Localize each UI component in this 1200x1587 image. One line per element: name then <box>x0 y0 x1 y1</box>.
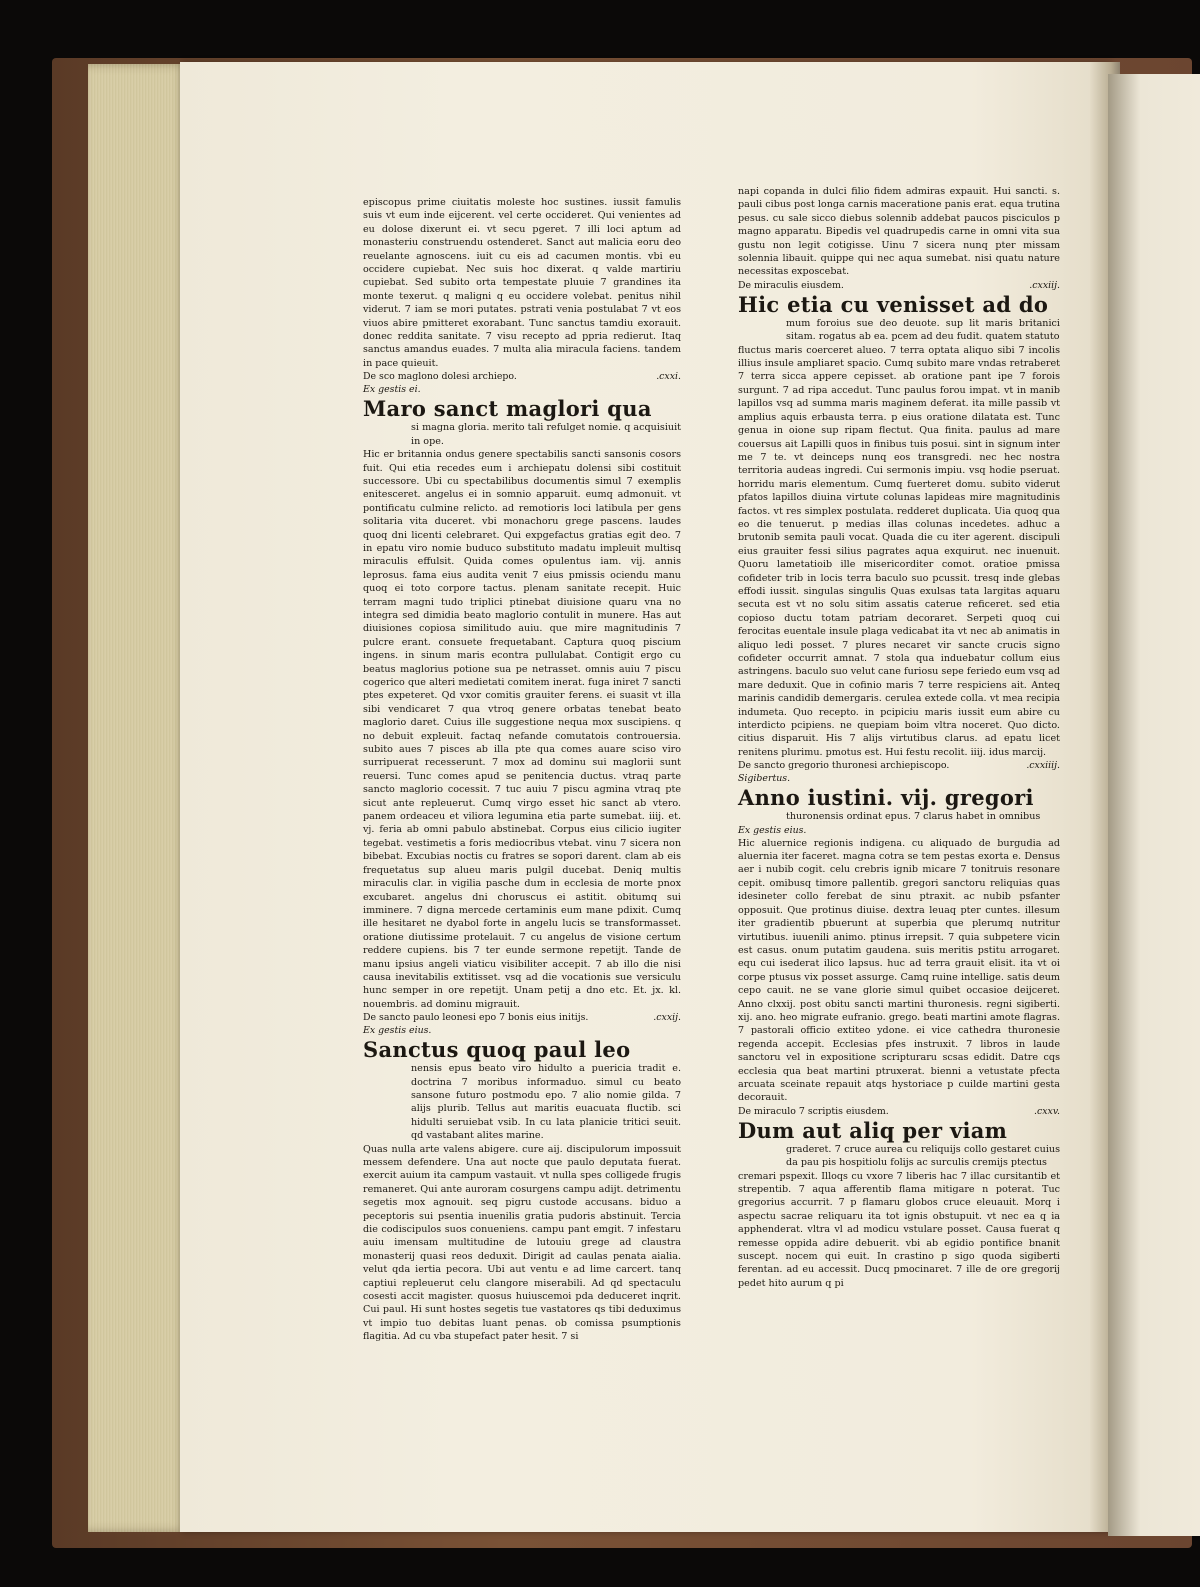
source-note: Sigibertus. <box>738 773 791 785</box>
chapter-heading: Dum aut aliq per viam <box>738 1117 1008 1143</box>
chapter-rubric <box>738 1105 1060 1118</box>
chapter-heading: Anno iustini. vij. gregori <box>738 785 1034 811</box>
chapter-number: .cxxiiij. <box>1026 760 1060 772</box>
chapter-heading: Hic etia cu venisset ad do <box>738 291 1049 317</box>
paragraph: napi copanda in dulci filio fidem admiras expauit. Hui sancti. s. pauli cibus post longa carnis maceratione panis erat. equa trutina pesus. cu sale sicco diebus solennib addebat paucos pisciculos p magno apparatu. Bipedis vel quadrupedis carne in omni vita sua gustu non legit cotigisse. Uinu 7 sicera nunq pter missam solennia libauit. quippe qui nec aqua sumebat. nisi quatu nature necessitas exposcebat. <box>738 186 1060 278</box>
paragraph: si magna gloria. merito tali refulget nomie. q acquisiuit in ope. <box>411 422 681 447</box>
chapter-number: .cxxij. <box>653 1012 681 1024</box>
rubric-title: De sco maglono dolesi archiepo. <box>363 371 517 383</box>
paragraph: Hic aluernice regionis indigena. cu aliquado de burgudia ad aluernia iter faceret. magna cotra se tem pestas exorta e. Densus aer i nubib cogit. celu crebris ignib micare 7 tonitruis resonare cepit. omibusq timore pallentib. gregori sanctoru reliquias quas idesineter collo ferebat de sinu ptraxit. ac nubib psfanter opposuit. Que protinus diuise. dextra leuaq pter cuntes. illesum iter gradientib pbuerunt at superbia que plerumq nutritur virtutibus. iuuenili animo. ptinus irrepsit. 7 quia subpetere vicin est casus. onum putatim gaudena. suis meritis pstitu arrogaret. equ cui isederat ilico lapsus. huc ad terra grauit elisit. ita vt oi corpe ptusus vix posset assurge. Camq ruine intellige. satis deum cepo cauit. ne se vane glorie simul quibet occasioe deijceret. Anno clxxij. post obitu sancti martini thuronesis. regni sigiberti. xij. ano. heo migrate eufranio. grego. beati martini amote flagras. 7 pastorali officio extiteo ydone. ei vice cathedra thuronesie regenda accepit. Ecclesias pfes instruxit. 7 libros in laude sanctoru vel in expositione scripturaru scsas edidit. Datre cqs ecclesia qua beat martini ptruxerat. bienni a vetustate pfecta arcuata sceinate repauit atqs hystoriace p cuilde martini gesta decorauit. <box>738 837 1060 1104</box>
source-note: Ex gestis eius. <box>363 1025 432 1037</box>
paragraph: graderet. 7 cruce aurea cu reliquijs collo gestaret cuius da pau pis hospitiolu folijs ac surculis cremijs ptectus <box>786 1143 1060 1169</box>
chapter-heading: Sanctus quoq paul leo <box>363 1037 631 1063</box>
source-note: Ex gestis eius. <box>738 824 807 836</box>
paragraph: nensis epus beato viro hidulto a puericia tradit e. doctrina 7 moribus informaduo. simul cu beato sansone futuro postmodu epo. 7 alio nomie gilda. 7 alijs plurib. Tellus aut maritis euacuata fluctib. sci hidulti seruiebat vsib. In cu lata planicie tritici seuit. qd vastabant alites marine. <box>411 1063 681 1142</box>
page-edges <box>88 64 188 1532</box>
chapter-rubric <box>363 370 681 383</box>
chapter-number: .cxxiij. <box>1029 279 1060 291</box>
paragraph: Hic er britannia ondus genere spectabilis sancti sansonis cosors fuit. Qui etia recedes eum i archiepatu dolensi sibi costituit successore. Ubi cu spectabilibus documentis simul 7 exemplis enitesceret. angelus ei in somnio apparuit. eumq admonuit. vt pontificatu culmine relicto. ad remotioris loci latibula per gens solitaria vita duceret. vbi monachoru grege pascens. laudes quoq dni licenti celebraret. Qui expgefactus gratias egit deo. 7 in epatu viro nomie buduco substituto madatu impleuit multisq miraculis effulsit. Quida comes opulentus iam. vij. annis leprosus. fama eius audita venit 7 eius pmissis ociendu manu quoq ei toto corpore tactus. plenam sanitate recepit. Huic terram magni tudo triplici ptinebat diuisione quaru vna no integra sed dimidia beato maglorio contulit in munere. Has aut diuisiones copiosa similitudo auiu. que mire magnitudinis 7 pulcre erant. consuete frequetabant. Captura quoq piscium ingens. in sinum maris econtra pullulabat. Contigit ergo cu beatus maglorius potione sua pe netrasset. omnis auiu 7 piscu cogerico que alteri medietati comitem inerat. fuga iniret 7 sancti ptes expeteret. Qd vxor comitis grauiter ferens. ei suasit vt illa sibi vendicaret 7 qua vtroq genere orbatas tenebat beato maglorio daret. Cuius ille suggestione nequa mox suscipiens. q no debuit expleuit. factaq nefande comutatois controuersia. subito aues 7 pisces ab illa pte qua comes auare sciso viro surripuerat recesserunt. 7 mox ad dominu sui maglorii sunt reuersi. Tunc comes apud se penitencia ductus. vtraq parte sancto maglorio cocessit. 7 tuc auiu 7 piscu agmina vtraq pte sicut ante repleuerut. Cumq virgo esset hic sanct ab vtero. panem ordeaceu et viliora legumina etia parte sumebat. iiij. et. vj. feria ab omni pabulo abstinebat. Corpus eius cilicio iugiter tegebat. vestimetis a foris mediocribus vtebat. vinu 7 sicera non bibebat. Excubias noctis cu fratres se sopori darent. clam ab eis frequetatus sup alueu maris pulgil ducebat. Deniq multis miraculis clar. in vigilia pasche dum in ecclesia de morte pnox excubaret. angelus dni choruscus ei astitit. obitumq sui imminere. 7 digna mercede certaminis eum mane pdixit. Cumq ille hesitaret ne dyabol forte in angelu lucis se transformasset. oratione diutissime protelauit. 7 cu angelus de visione certum reddere cupiens. bis 7 ter eunde sermone repetijt. Tande de manu ipsius angeli viaticu visibiliter accepit. 7 ab illo die nisi causa inevitabilis extitisset. vsq ad die vocationis sue versiculu hunc semper in ore repetijt. Unam petij a dno etc. Et. jx. kl. nouembris. ad dominu migrauit. <box>363 449 681 1010</box>
chapter-number: .cxxv. <box>1034 1105 1060 1117</box>
chapter-rubric <box>363 1011 681 1024</box>
chapter-rubric <box>738 279 1060 292</box>
paragraph: Quas nulla arte valens abigere. cure aij. discipulorum impossuit messem defendere. Una aut nocte que paulo deputata fuerat. exercit auium ita campum vastauit. vt nulla spes colligede frugis remaneret. Qui ante auroram cosurgens campu adijt. detrimentu segetis mox agnouit. seq pigru custode accusans. biduo a peceptoris sui psentia inuenilis gratia pudoris abstinuit. Tercia die codiscipulos suos conueniens. campu pant emgit. 7 infestaru auiu imensam multitudine de lutouiu grege ad claustra monasterij quasi reos deduxit. Dirigit ad caulas penata aialia. velut qda iertia pecora. Ubi aut ventu e ad lime carcert. tanq captiui repleuerut celu clangore miserabili. Ad qd spectaculu cosesti accit magister. quosus huiuscemoi pda deduceret inqrit. Cui paul. Hi sunt hostes segetis tue vastatores qs tibi deduximus vt impio tuo debitas luant penas. ob comissa psumptionis flagitia. Ad cu vba stupefact pater hesit. 7 si <box>363 1143 681 1343</box>
rubric-title: De miraculo 7 scriptis eiusdem. <box>738 1105 889 1117</box>
facing-page-edge <box>1108 74 1200 1536</box>
rubric-title: De miraculis eiusdem. <box>738 279 844 291</box>
right-text-column <box>738 185 1060 1289</box>
chapter-rubric <box>738 759 1060 772</box>
rubric-title: De sancto paulo leonesi epo 7 bonis eius initijs. <box>363 1012 589 1024</box>
paragraph: episcopus prime ciuitatis moleste hoc sustines. iussit famulis suis vt eum inde eijcerent. vel certe occideret. Qui venientes ad eu dolose dixerunt ei. vt secu pgeret. 7 illi loci aptum ad monasteriu construendu ostenderet. Sanct aut malicia eoru deo reuelante agnoscens. iuit cu eis ad cacumen montis. vbi eu occidere cupiebat. Nec suis hoc dixerat. q valde martiriu cupiebat. Sed subito orta tempestate pluuie 7 grandines ita monte texerut. q maligni q eu occidere volebat. penitus nihil viderut. 7 iam se mori putates. pstrati venia postulabat 7 vt eos viuos abire pmitteret exorabant. Tunc sanctus tamdiu exorauit. donec reddita sanitate. 7 visu recepto ad ppria redierut. Itaq sanctus amandus euades. 7 multa alia miracula faciens. tandem in pace quieuit. <box>363 197 681 369</box>
paragraph: mum foroius sue deo deuote. sup lit maris britanici sitam. rogatus ab ea. pcem ad deu fudit. quatem statuto <box>786 317 1060 343</box>
paragraph: thuronensis ordinat epus. 7 clarus habet in omnibus <box>786 811 1041 823</box>
source-note: Ex gestis ei. <box>363 384 421 396</box>
chapter-number: .cxxi. <box>656 371 681 383</box>
chapter-heading: Maro sanct maglori qua <box>363 396 652 422</box>
rubric-title: De sancto gregorio thuronesi archiepiscopo. <box>738 760 950 772</box>
paragraph: fluctus maris coerceret alueo. 7 terra optata aliquo sibi 7 incolis illius insule ampliaret spacio. Cumq subito mare vndas retraberet 7 terra sicca appere cepisset. ab oratione pant ipe 7 forois surgunt. 7 ad ripa accedut. Tunc paulus forou impat. vt in manib lapillos vsq ad summa maris maginem deferat. ita mille passib vt amplius aquis erbausta terra. p eius oratione dilatata est. Tunc genua in oione sup ripam flectut. Qua finita. paulus ad mare couersus ait Lapilli quos in finibus tuis posui. sint in signum inter me 7 te. vt deinceps nunq eos transgredi. nec hec nostra territoria audeas ingredi. Cui sermonis impiu. vsq hodie pseruat. horridu maris elementum. Cumq fuerteret domu. subito viderut pfatos lapillos diuina virtute colunas lapideas mire magnitudinis factos. vt res simplex postulata. redderet duplicata. Uia quoq qua eo die tenuerut. p medias illas colunas incedetes. adhuc a brutonib semita pauli vocat. Quada die cu iter agerent. discipuli eius grauiter fessi silius pagrates aqua exquirut. nec inuenuit. Quoru lametatioib ille misericorditer comot. oratioe pmissa cofideter trib in locis terra baculo suo pcussit. tresq inde glebas effodi iussit. singulas singulis Quas exulsas tata largitas aquaru secuta est vt no solu sitim assatis caterue reficeret. sed etia copioso ductu totam patriam decoraret. Serpeti quoq cui ferocitas euentale insule plaga vedicabat ita vt nec ab animatis in aliquo ledi posset. 7 plures necaret vir sancte crucis signo cofideter occurrit amnat. 7 stola qua induebatur collum eius astringens. baculo suo velut cane furiosu sepe feriedo eum vsq ad mare deduxit. Que in cofinio maris 7 terre respiciens ait. Anteq marinis candidib demergaris. cerulea extede colla. vt mea recipia indumeta. Quo recepto. in pcipiciu maris iussit eum abire cu interdicto pcipiens. ne quepiam boim vltra noceret. Quo dicto. citius disparuit. His 7 alijs virtutibus clarus. ad epatu licet renitens plurimu. pmotus est. Hui festu recolit. iiij. idus marcij. <box>738 344 1060 758</box>
paragraph: cremari pspexit. Illoqs cu vxore 7 liberis hac 7 illac cursitantib et strepentib. 7 aqua afferentib flama mitigare n poterat. Tuc gregorius accurrit. 7 p flamaru globos cruce eleuauit. Morq i aspectu sacrae reliquaru ita tot ignis obstupuit. vt nec ea q ia apphenderat. vltra vl ad modicu vstulare posset. Causa fuerat q remesse oppida adire debuerit. vbi ab egidio pontifice bnanit suscept. nocem qui euit. In crastino p sigo quoda sigiberti ferentan. ad eu accessit. Ducq pmocinaret. 7 ille de ore gregorij pedet hito aurum q pi <box>738 1170 1060 1289</box>
left-text-column <box>363 196 681 1343</box>
